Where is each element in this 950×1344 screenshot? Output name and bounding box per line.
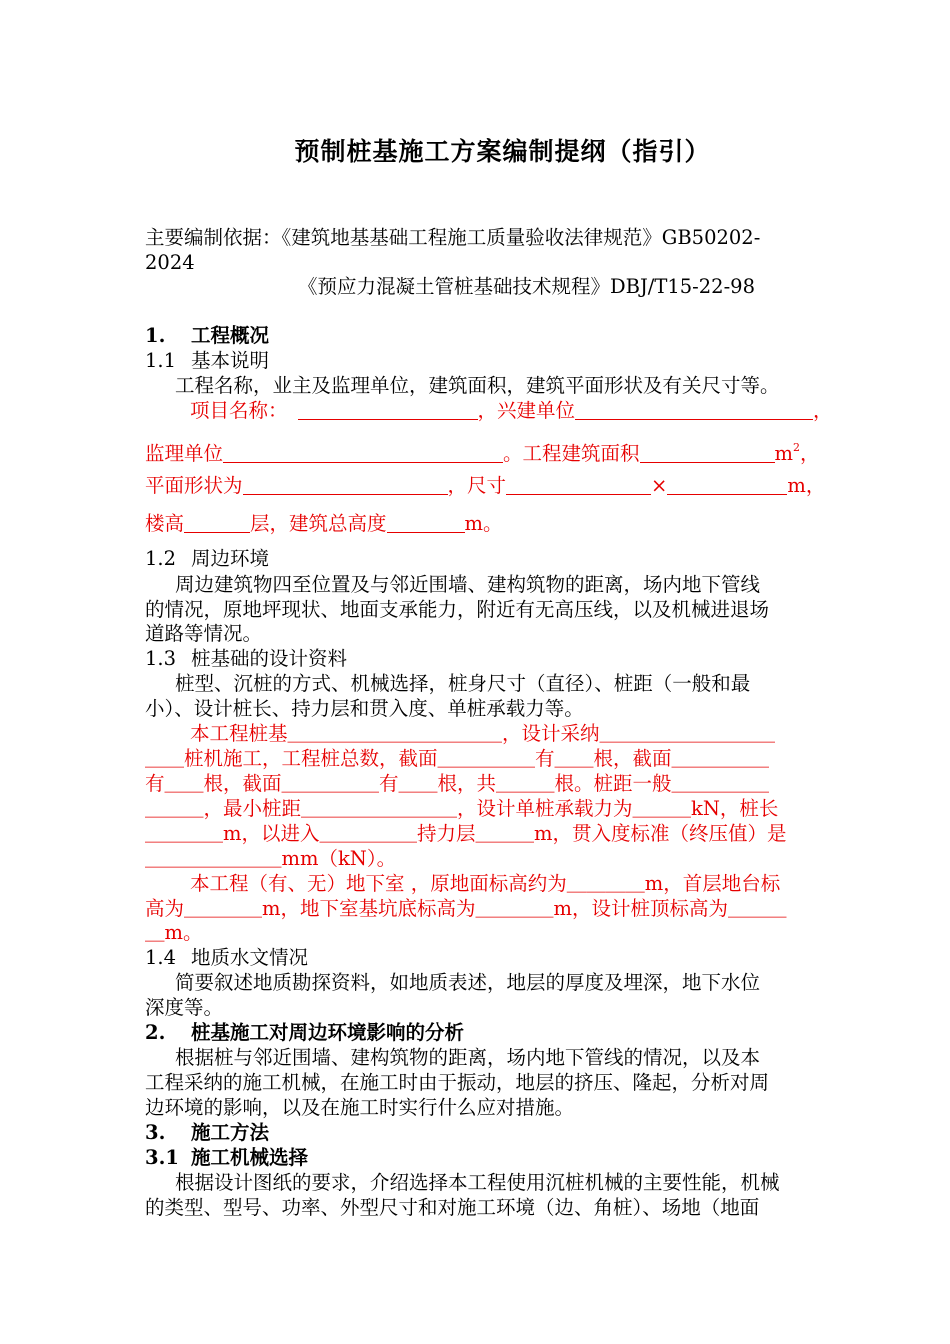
blank-floors[interactable] (184, 514, 250, 533)
blank-owner[interactable] (575, 401, 813, 420)
section-3-1-line-2: 的类型、型号、功率、外型尺寸和对施工环境（边、角桩）、场地（地面 (145, 1196, 760, 1219)
section-2-heading: 2. 桩基施工对周边环境影响的分析 (145, 1021, 465, 1044)
blank-size-a[interactable] (506, 476, 651, 495)
blank-supervisor[interactable] (223, 444, 503, 463)
red-1-3-line-9: ＿m。 (145, 921, 203, 944)
red-1-3-line-8: 高为＿＿＿＿m，地下室基坑底标高为＿＿＿＿m，设计桩顶标高为＿＿＿ (145, 897, 787, 920)
basis-line-1: 主要编制依据：《建筑地基基础工程施工质量验收法律规范》GB50202- (145, 226, 761, 249)
section-1-3-heading: 1.3 桩基础的设计资料 (145, 647, 348, 670)
red-1-3-line-5: ＿＿＿＿m，以进入＿＿＿＿＿持力层＿＿＿m，贯入度标准（终压值）是 (145, 822, 787, 845)
section-1-1-text: 工程名称，业主及监理单位，建筑面积，建筑平面形状及有关尺寸等。 (175, 374, 780, 397)
red-1-3-line-4: ＿＿＿，最小桩距＿＿＿＿＿＿＿＿，设计单桩承载力为＿＿＿kN，桩长 (145, 797, 779, 820)
blank-height[interactable] (387, 514, 465, 533)
red-1-3-line-7: 本工程（有、无）地下室 ，原地面标高约为＿＿＿＿m，首层地台标 (190, 872, 781, 895)
section-1-2-heading: 1.2 周边环境 (145, 547, 270, 570)
blank-shape[interactable] (243, 476, 448, 495)
section-2-line-3: 边环境的影响，以及在施工时实行什么应对措施。 (145, 1096, 575, 1119)
blank-area[interactable] (640, 444, 775, 463)
section-1-4-line-2: 深度等。 (145, 996, 224, 1019)
red-1-3-line-1: 本工程桩基＿＿＿＿＿＿＿＿＿＿＿，设计采纳＿＿＿＿＿＿＿＿＿ (190, 722, 776, 745)
section-1-4-line-1: 简要叙述地质勘探资料，如地质表述，地层的厚度及埋深，地下水位 (175, 971, 761, 994)
section-1-3-line-1: 桩型、沉桩的方式、机械选择，桩身尺寸（直径）、桩距（一般和最 (175, 672, 751, 695)
basis-line-1b: 2024 (145, 251, 195, 274)
section-1-4-heading: 1.4 地质水文情况 (145, 946, 309, 969)
blank-project-name[interactable] (298, 401, 478, 420)
section-1-heading: 1. 工程概况 (145, 324, 270, 347)
blank-size-b[interactable] (667, 476, 787, 495)
red-1-3-line-3: 有＿＿根，截面＿＿＿＿＿有＿＿根，共＿＿＿根。桩距一般＿＿＿＿＿ (145, 772, 770, 795)
section-1-1-heading: 1.1 基本说明 (145, 349, 270, 372)
section-3-1-line-1: 根据设计图纸的要求，介绍选择本工程使用沉桩机械的主要性能，机械 (175, 1171, 780, 1194)
section-2-line-2: 工程采纳的施工机械，在施工时由于振动，地层的挤压、隆起，分析对周 (145, 1071, 770, 1094)
red-1-3-line-2: ＿＿桩机施工，工程桩总数，截面＿＿＿＿＿有＿＿根，截面＿＿＿＿＿ (145, 747, 770, 770)
section-1-2-line-3: 道路等情况。 (145, 622, 263, 645)
fill-row-1: 项目名称： ，兴建单位 ， (190, 399, 833, 422)
document-title: 预制桩基施工方案编制提纲（指引） (294, 137, 711, 166)
fill-row-3: 平面形状为 ，尺寸 × m， (145, 474, 826, 497)
fill-row-4: 楼高 层，建筑总高度 m。 (145, 512, 503, 535)
section-3-1-heading: 3.1 施工机械选择 (145, 1146, 309, 1169)
section-2-line-1: 根据桩与邻近围墙、建构筑物的距离，场内地下管线的情况，以及本 (175, 1046, 761, 1069)
fill-row-2: 监理单位 。工程建筑面积 $m^2$， (145, 441, 820, 465)
section-1-2-line-1: 周边建筑物四至位置及与邻近围墙、建构筑物的距离，场内地下管线 (175, 573, 761, 596)
section-1-2-line-2: 的情况，原地坪现状、地面支承能力，附近有无高压线，以及机械进退场 (145, 598, 770, 621)
section-1-3-line-2: 小）、设计桩长、持力层和贯入度、单桩承载力等。 (145, 697, 584, 720)
section-3-heading: 3. 施工方法 (145, 1121, 270, 1144)
basis-line-2: 《预应力混凝土管桩基础技术规程》DBJ/T15-22-98 (298, 275, 755, 298)
red-1-3-line-6: ＿＿＿＿＿＿＿mm（kN）。 (145, 847, 397, 870)
